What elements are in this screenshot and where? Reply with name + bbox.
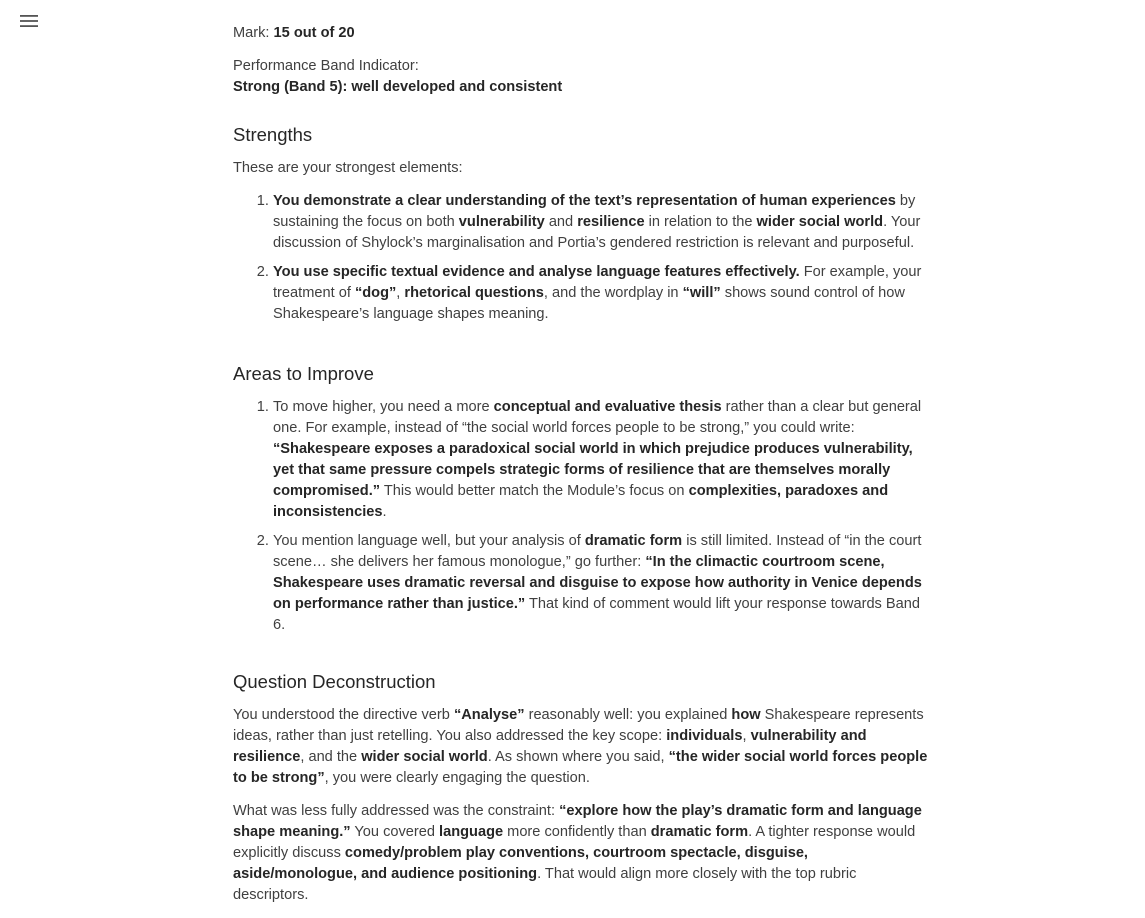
bold-text: dramatic form — [584, 533, 683, 549]
question-deconstruction-section — [233, 669, 933, 906]
qd-heading: Question Deconstruction — [233, 671, 436, 692]
text: , — [396, 285, 405, 301]
bold-text: “Analyse” — [453, 707, 525, 723]
text: . That would align more closely with the top rubric descriptors. — [233, 866, 857, 903]
qd-paragraph-1 — [233, 705, 933, 789]
areas-heading: Areas to Improve — [233, 363, 374, 384]
bold-text: You use specific textual evidence and analyse language features effectively. — [273, 264, 800, 280]
text: is still limited. Instead of “in the court scene… she delivers her famous monologue,” go further: — [273, 533, 922, 570]
bold-text: “will” — [682, 285, 721, 301]
band-value: Strong (Band 5): well developed and consistent — [233, 79, 563, 95]
text: by sustaining the focus on both — [273, 193, 916, 230]
text: . As shown where you said, — [487, 749, 669, 765]
bold-text: resilience — [577, 214, 645, 230]
area-item-2 — [273, 531, 933, 636]
bold-text: “explore how the play’s dramatic form and language shape meaning.” — [233, 803, 922, 840]
mark-label: Mark: — [233, 25, 270, 41]
text: For example, your treatment of — [273, 264, 922, 301]
text: . A tighter response would explicitly discuss — [233, 824, 916, 861]
band-label: Performance Band Indicator: — [233, 58, 419, 74]
bold-text: “In the climactic courtroom scene, Shakespeare uses dramatic reversal and disguise to expose how authority in Venice depends on performance rather than justice.” — [273, 554, 922, 612]
text: reasonably well: you explained — [524, 707, 732, 723]
text: . Your discussion of Shylock’s marginalisation and Portia’s gendered restriction is relevant and purposeful. — [273, 214, 921, 251]
text: Shakespeare represents ideas, rather than just retelling. You also addressed the key scope: — [233, 707, 924, 744]
strengths-section — [233, 122, 933, 325]
band-indicator — [233, 56, 933, 98]
text: , and the wordplay in — [543, 285, 683, 301]
area-item-1 — [273, 397, 933, 523]
bold-text: language — [439, 824, 504, 840]
text: in relation to the — [644, 214, 757, 230]
text: You covered — [350, 824, 440, 840]
feedback-content — [233, 23, 933, 918]
strength-item-2 — [273, 262, 933, 325]
areas-list — [233, 397, 933, 636]
strength-item-1 — [273, 191, 933, 254]
text: , you were clearly engaging the question. — [324, 770, 590, 786]
bold-text: individuals — [666, 728, 743, 744]
text: rather than a clear but general one. For example, instead of “the social world forces people to be strong,” you could write: — [273, 399, 922, 436]
text: . — [382, 504, 387, 520]
text: , — [742, 728, 751, 744]
mark-line — [233, 23, 933, 44]
menu-icon[interactable] — [17, 11, 41, 31]
text: This would better match the Module’s focus on — [380, 483, 689, 499]
bold-text: conceptual and evaluative thesis — [493, 399, 722, 415]
text: What was less fully addressed was the constraint: — [233, 803, 560, 819]
text: , and the — [300, 749, 362, 765]
text: You mention language well, but your analysis of — [273, 533, 585, 549]
mark-value: 15 out of 20 — [273, 25, 355, 41]
strengths-intro: These are your strongest elements: — [233, 160, 463, 176]
bold-text: wider social world — [756, 214, 884, 230]
bold-text: “Shakespeare exposes a paradoxical social world in which prejudice produces vulnerability, yet that same pressure compels strategic forms of resilience that are themselves morally compromised.” — [273, 441, 913, 499]
bold-text: “the wider social world forces people to be strong” — [233, 749, 928, 786]
bold-text: vulnerability — [458, 214, 545, 230]
bold-text: wider social world — [361, 749, 488, 765]
text: You understood the directive verb — [233, 707, 454, 723]
qd-paragraph-2 — [233, 801, 933, 906]
text: That kind of comment would lift your response towards Band 6. — [273, 596, 920, 633]
text: shows sound control of how Shakespeare’s language shapes meaning. — [273, 285, 905, 322]
text: more confidently than — [503, 824, 651, 840]
bold-text: vulnerability and resilience — [233, 728, 867, 765]
strengths-heading: Strengths — [233, 124, 313, 145]
bold-text: complexities, paradoxes and inconsistencies — [273, 483, 889, 520]
bold-text: You demonstrate a clear understanding of the text’s representation of human experiences — [273, 193, 896, 209]
areas-section — [233, 361, 933, 636]
bold-text: how — [731, 707, 761, 723]
strengths-list — [233, 191, 933, 325]
bold-text: dramatic form — [650, 824, 749, 840]
bold-text: “dog” — [354, 285, 397, 301]
bold-text: rhetorical questions — [404, 285, 544, 301]
text: To move higher, you need a more — [273, 399, 494, 415]
text: and — [544, 214, 578, 230]
bold-text: comedy/problem play conventions, courtroom spectacle, disguise, aside/monologue, and audience positioning — [233, 845, 808, 882]
